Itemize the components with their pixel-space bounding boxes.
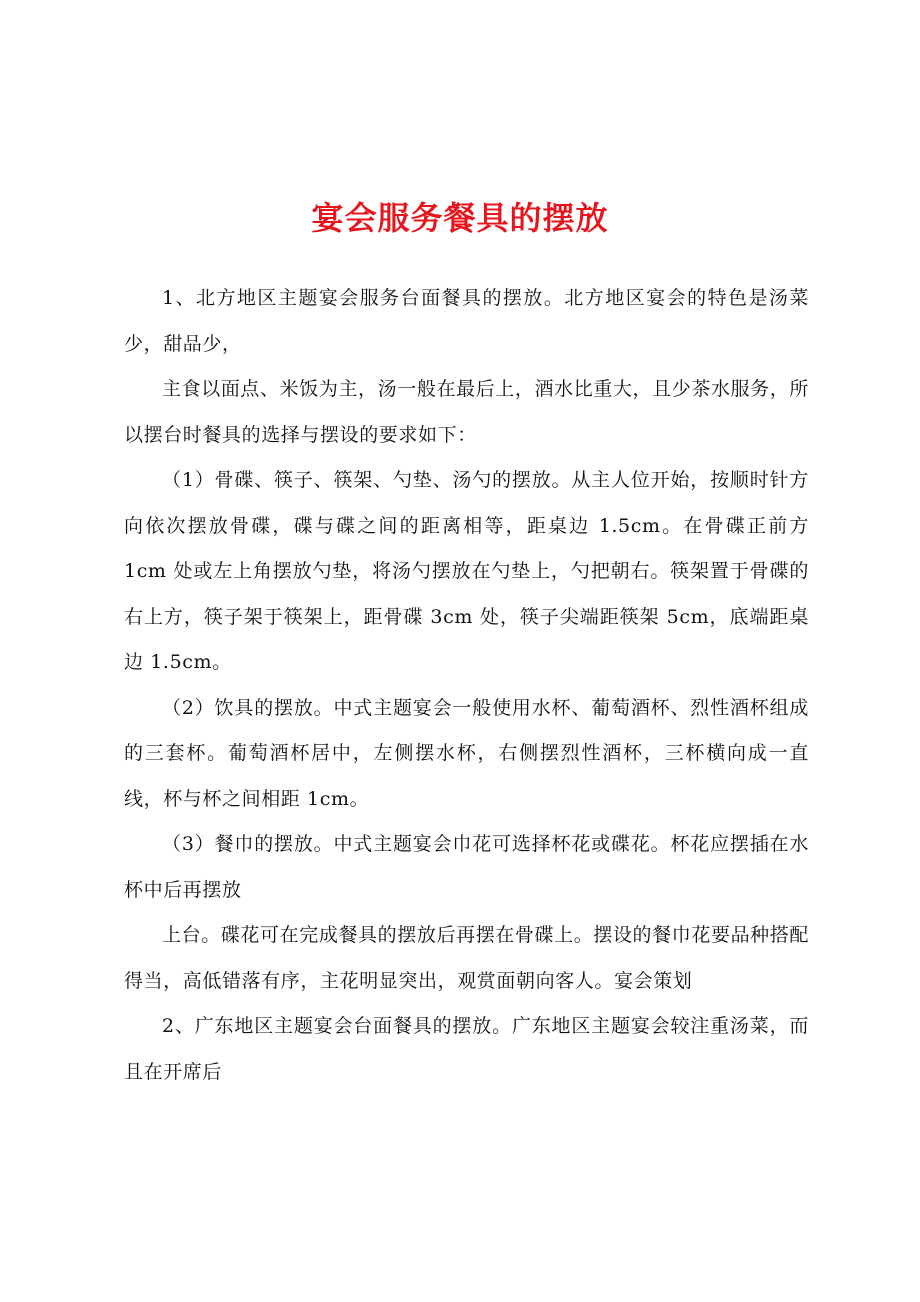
- paragraph-2: 主食以面点、米饭为主，汤一般在最后上，酒水比重大，且少茶水服务，所以摆台时餐具的选择与摆设的要求如下：: [124, 378, 809, 446]
- paragraph-7: 2、广东地区主题宴会台面餐具的摆放。广东地区主题宴会较注重汤菜，而且在开席后: [124, 1015, 809, 1083]
- paragraph-1: 1、北方地区主题宴会服务台面餐具的摆放。北方地区宴会的特色是汤菜少，甜品少，: [124, 287, 809, 355]
- paragraph-4: （2）饮具的摆放。中式主题宴会一般使用水杯、葡萄酒杯、烈性酒杯组成的三套杯。葡萄酒杯居中，左侧摆水杯，右侧摆烈性酒杯，三杯横向成一直线，杯与杯之间相距 1cm。: [124, 696, 809, 810]
- paragraph-3: （1）骨碟、筷子、筷架、勺垫、汤勺的摆放。从主人位开始，按顺时针方向依次摆放骨碟，碟与碟之间的距离相等，距桌边 1.5cm。在骨碟正前方 1cm 处或左上角摆放勺垫，将汤勺摆放在勺垫上，勺把朝右。筷架置于骨碟的右上方，筷子架于筷架上，距骨碟 3cm 处，筷子尖端距筷架 5cm，底端距桌边 1.5cm。: [124, 469, 809, 673]
- document-title: 宴会服务餐具的摆放: [311, 199, 609, 237]
- paragraph-5: （3）餐巾的摆放。中式主题宴会巾花可选择杯花或碟花。杯花应摆插在水杯中后再摆放: [124, 833, 809, 901]
- paragraph-6: 上台。碟花可在完成餐具的摆放后再摆在骨碟上。摆设的餐巾花要品种搭配得当，高低错落有序，主花明显突出，观赏面朝向客人。宴会策划: [124, 924, 809, 992]
- document-body: [124, 276, 809, 1095]
